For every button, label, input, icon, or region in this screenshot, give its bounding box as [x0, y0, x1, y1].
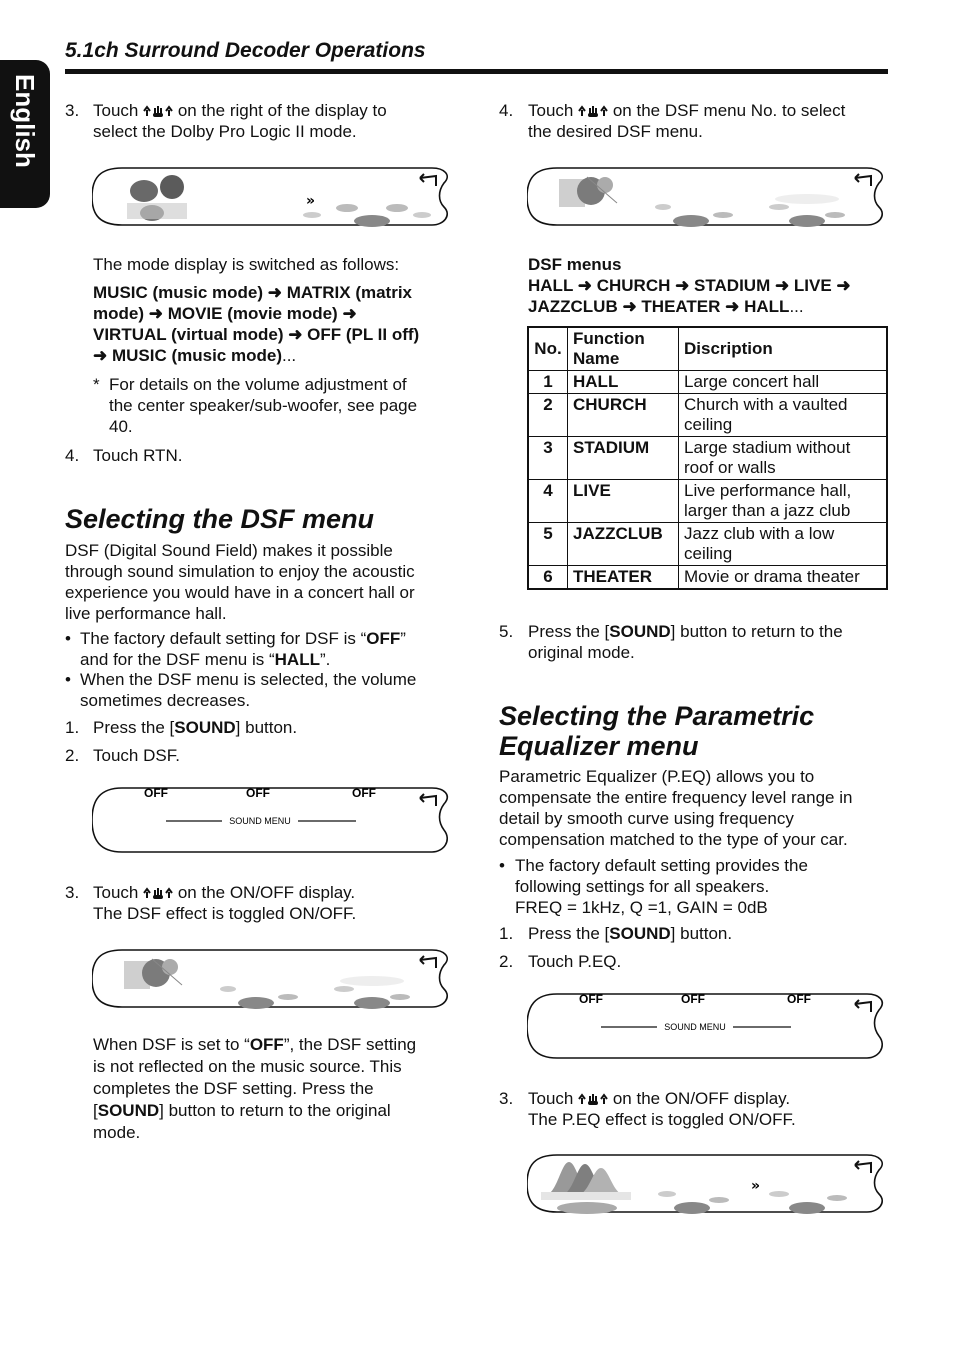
- step-text: Touch on the right of the display to select the Dolby Pro Logic II mode.: [93, 101, 387, 141]
- step-text: Touch P.EQ.: [528, 952, 622, 971]
- bullet-text: The factory default setting for DSF is “OFF” and for the DSF menu is “HALL”.: [80, 629, 406, 669]
- sound-menu-screen: [92, 780, 452, 860]
- dsf-menu-screen: [527, 163, 887, 233]
- col-no: No.: [528, 327, 568, 371]
- step-number: 3.: [65, 883, 80, 902]
- touch-icon: [578, 102, 608, 118]
- touch-icon: [143, 884, 173, 900]
- table-row: 6 THEATER Movie or drama theater: [528, 566, 887, 590]
- chevron-right-icon: »: [306, 193, 316, 209]
- step-number: 4.: [65, 446, 80, 465]
- bullet: •: [65, 670, 71, 689]
- step-number: 1.: [499, 924, 514, 943]
- dsf-display-screen: [92, 945, 452, 1015]
- step-text: Touch on the ON/OFF display. The DSF effect is toggled ON/OFF.: [93, 883, 357, 923]
- dsf-off-label: OFF: [579, 992, 603, 1006]
- bullet: •: [499, 856, 505, 875]
- chevron-right-icon: »: [751, 1178, 761, 1194]
- step-number: 2.: [499, 952, 514, 971]
- step-number: 3.: [499, 1089, 514, 1108]
- step-text: Press the [SOUND] button.: [528, 924, 733, 943]
- dsf-off-note: When DSF is set to “OFF”, the DSF setting is not reflected on the music source. This completes the DSF setting. Press the [SOUND] button to return to the original mode.: [93, 1035, 417, 1142]
- touch-icon: [143, 102, 173, 118]
- step-number: 5.: [499, 622, 514, 641]
- dsf-table: [527, 326, 888, 590]
- other-off-label: OFF: [352, 786, 376, 800]
- sound-menu-label: SOUND MENU: [664, 1022, 726, 1032]
- note-text: For details on the volume adjustment of the center speaker/sub-woofer, see page 40.: [109, 375, 418, 436]
- sound-menu-screen: [527, 986, 887, 1066]
- step-text: Touch on the ON/OFF display. The P.EQ effect is toggled ON/OFF.: [528, 1089, 796, 1129]
- section-title-peq: Selecting the Parametric Equalizer menu: [499, 701, 815, 761]
- peq-off-label: OFF: [246, 786, 270, 800]
- step-number: 4.: [499, 101, 514, 120]
- mode-intro: The mode display is switched as follows:: [93, 255, 400, 274]
- peq-intro: Parametric Equalizer (P.EQ) allows you to compensate the entire frequency level range in detail by smooth curve using frequency compensation matched to the type of your car.: [499, 767, 853, 849]
- mode-sequence: MUSIC (music mode) ➜ MATRIX (matrix mode) ➜ MOVIE (movie mode) ➜ VIRTUAL (virtual mode) ➜ OFF (PL II off) ➜ MUSIC (music mode)...: [93, 283, 420, 365]
- col-description: Discription: [679, 327, 888, 371]
- note-marker: *: [93, 375, 100, 394]
- table-row: 2 CHURCH Church with a vaulted ceiling: [528, 394, 887, 437]
- peq-off-label: OFF: [681, 992, 705, 1006]
- bullet: •: [65, 629, 71, 648]
- page-header: 5.1ch Surround Decoder Operations: [65, 39, 426, 62]
- language-tab-label: English: [10, 74, 40, 168]
- dsf-off-label: OFF: [144, 786, 168, 800]
- other-off-label: OFF: [787, 992, 811, 1006]
- step-text: Touch RTN.: [93, 446, 183, 465]
- step-number: 2.: [65, 746, 80, 765]
- mode-display-screen: [92, 163, 452, 233]
- table-row: 4 LIVE Live performance hall, larger than a jazz club: [528, 480, 887, 523]
- step-text: Touch on the DSF menu No. to select the desired DSF menu.: [528, 101, 846, 141]
- dsf-intro: DSF (Digital Sound Field) makes it possible through sound simulation to enjoy the acoustic experience you would have in a concert hall or live performance hall.: [65, 541, 415, 623]
- dsf-menus: DSF menus HALL ➜ CHURCH ➜ STADIUM ➜ LIVE ➜ JAZZCLUB ➜ THEATER ➜ HALL...: [528, 255, 851, 316]
- peq-display-screen: [527, 1150, 887, 1220]
- table-row: 3 STADIUM Large stadium without roof or walls: [528, 437, 887, 480]
- section-title-dsf: Selecting the DSF menu: [65, 504, 375, 534]
- step-text: Press the [SOUND] button.: [93, 718, 298, 737]
- step-text: Touch DSF.: [93, 746, 180, 765]
- step-number: 3.: [65, 101, 80, 120]
- bullet-text: The factory default setting provides the following settings for all speakers. FREQ = 1kHz, Q =1, GAIN = 0dB: [515, 856, 808, 917]
- sound-menu-label: SOUND MENU: [229, 816, 291, 826]
- step-number: 1.: [65, 718, 80, 737]
- table-row: 1 HALL Large concert hall: [528, 371, 887, 394]
- bullet-text: When the DSF menu is selected, the volume sometimes decreases.: [80, 670, 417, 710]
- header-rule: [65, 69, 888, 74]
- col-function: Function Name: [568, 327, 679, 371]
- language-tab: [0, 60, 50, 208]
- table-row: 5 JAZZCLUB Jazz club with a low ceiling: [528, 523, 887, 566]
- touch-icon: [578, 1090, 608, 1106]
- step-text: Press the [SOUND] button to return to the original mode.: [528, 622, 843, 662]
- table-header-row: [528, 327, 887, 371]
